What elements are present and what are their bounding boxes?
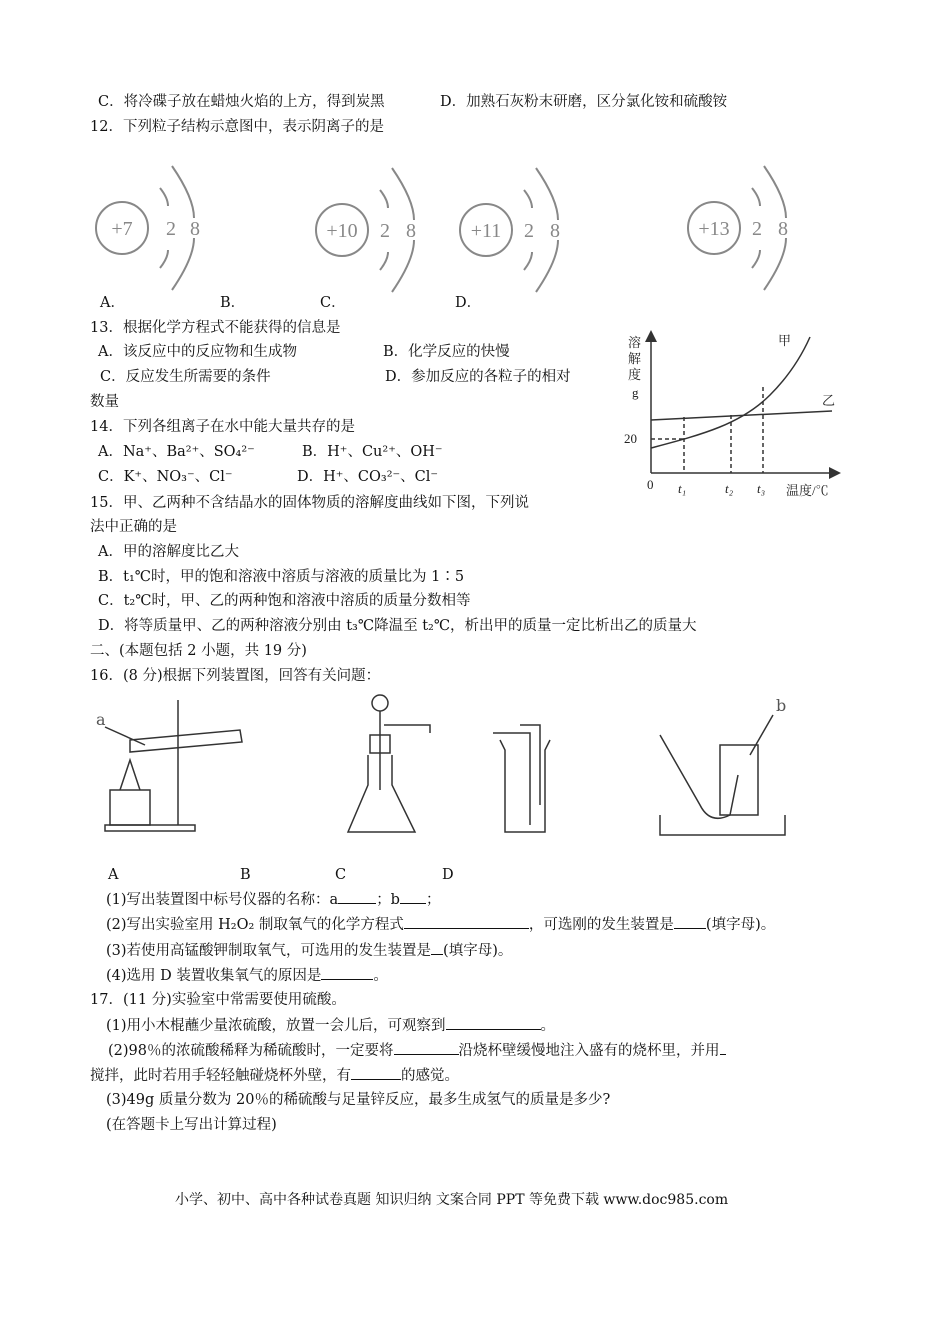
blank-b[interactable] <box>400 889 426 904</box>
q14-option-c: C．K⁺、NO₃⁻、Cl⁻ <box>98 469 233 485</box>
q12-label-b: B． <box>220 295 246 311</box>
blank-feeling[interactable] <box>351 1065 401 1080</box>
q13-option-c: C．反应发生所需要的条件 <box>100 369 271 385</box>
shell-2-d: 8 <box>778 218 788 240</box>
footer: 小学、初中、高中各种试卷真题 知识归纳 文案合同 PPT 等免费下载 www.doc985.com <box>175 1192 729 1208</box>
apparatus-label-c: C <box>335 867 347 883</box>
blank-tool[interactable] <box>720 1040 726 1055</box>
x-tick-t2: t₂ <box>725 481 734 496</box>
q12-stem: 12．下列粒子结构示意图中，表示阴离子的是 <box>90 119 384 135</box>
q17-part-2: (2)98％的浓硫酸稀释为稀硫酸时，一定要将 沿烧杯壁缓慢地注入盛有的烧杯里，并用 <box>108 1040 726 1061</box>
q13-option-a: A．该反应中的反应物和生成物 <box>98 344 297 360</box>
apparatus-a <box>105 700 242 831</box>
nucleus-c: +11 <box>470 220 502 242</box>
q16-part-1: (1)写出装置图中标号仪器的名称：a ；b ； <box>106 889 440 910</box>
atom-diagram-d <box>688 166 788 290</box>
section-2-header: 二、(本题包括 2 小题，共 19 分) <box>90 643 307 659</box>
atom-diagram-c <box>460 168 560 292</box>
nucleus-d: +13 <box>698 218 730 240</box>
q16-part-4: (4)选用 D 装置收集氧气的原因是 。 <box>106 965 388 986</box>
apparatus-diagrams <box>90 695 810 845</box>
shell-1-a: 2 <box>166 218 176 240</box>
x-tick-t1: t₁ <box>678 481 687 496</box>
apparatus-d <box>660 715 785 835</box>
q17-part-4: (在答题卡上写出计算过程) <box>106 1117 277 1133</box>
q15-stem-1: 15．甲、乙两种不含结晶水的固体物质的溶解度曲线如下图，下列说 <box>90 495 529 511</box>
blank-liquid[interactable] <box>394 1040 459 1055</box>
q12-label-a: A． <box>100 295 125 311</box>
y-tick-20: 20 <box>624 431 637 446</box>
apparatus-label-d: D <box>442 867 454 883</box>
series-label-yi: 乙 <box>822 393 836 408</box>
q17-part-2-cont: 搅拌，此时若用手轻轻触碰烧杯外壁，有 的感觉。 <box>90 1065 459 1086</box>
apparatus-b <box>348 695 430 832</box>
q17-part-3: (3)49g 质量分数为 20％的稀硫酸与足量锌反应，最多生成氢气的质量是多少? <box>106 1092 611 1108</box>
q13-stem: 13．根据化学方程式不能获得的信息是 <box>90 320 341 336</box>
x-axis-label: 温度/℃ <box>786 483 829 498</box>
label-a: a <box>96 710 106 729</box>
q11-option-c: C．将冷碟子放在蜡烛火焰的上方，得到炭黑 <box>98 94 385 110</box>
q13-option-d-cont: 数量 <box>90 394 119 410</box>
origin-label: 0 <box>647 477 654 492</box>
y-label-1: 溶 <box>628 335 642 350</box>
curve-yi <box>651 411 832 420</box>
shell-1-d: 2 <box>752 218 762 240</box>
q16-part-3: (3)若使用高锰酸钾制取氧气，可选用的发生装置是 (填字母)。 <box>106 940 512 961</box>
q15-stem-2: 法中正确的是 <box>90 519 177 535</box>
q14-option-b: B．H⁺、Cu²⁺、OH⁻ <box>302 444 443 460</box>
q17-stem: 17．(11 分)实验室中常需要使用硫酸。 <box>90 992 346 1008</box>
y-label-4: g <box>632 385 639 400</box>
y-label-2: 解 <box>628 351 642 366</box>
q15-option-d: D．将等质量甲、乙的两种溶液分别由 t₃℃降温至 t₂℃，析出甲的质量一定比析出乙的质量大 <box>98 618 697 634</box>
q15-option-b: B．t₁℃时，甲的饱和溶液中溶质与溶液的质量比为 1∶5 <box>98 569 465 585</box>
apparatus-label-a: A <box>108 867 119 883</box>
q12-label-c: C． <box>320 295 346 311</box>
nucleus-b: +10 <box>326 220 358 242</box>
q14-stem: 14．下列各组离子在水中能大量共存的是 <box>90 419 355 435</box>
blank-apparatus-kmno4[interactable] <box>431 940 443 955</box>
shell-2-b: 8 <box>406 220 416 242</box>
atom-diagrams <box>0 160 950 300</box>
blank-a[interactable] <box>338 889 376 904</box>
blank-equation[interactable] <box>404 914 529 929</box>
shell-1-c: 2 <box>524 220 534 242</box>
label-b: b <box>776 696 787 715</box>
blank-observation[interactable] <box>446 1015 541 1030</box>
q16-stem: 16．(8 分)根据下列装置图，回答有关问题： <box>90 668 381 684</box>
q16-part-2: (2)写出实验室用 H₂O₂ 制取氧气的化学方程式 ，可选刚的发生装置是 (填字母)。 <box>106 914 775 935</box>
q15-option-a: A．甲的溶解度比乙大 <box>98 544 239 560</box>
atom-diagram-b <box>316 168 416 292</box>
q14-option-d: D．H⁺、CO₃²⁻、Cl⁻ <box>297 469 439 485</box>
atom-diagram-a <box>96 166 200 290</box>
y-label-3: 度 <box>628 367 642 382</box>
q13-option-b: B．化学反应的快慢 <box>383 344 510 360</box>
solubility-chart <box>610 325 850 500</box>
q17-part-1: (1)用小木棍蘸少量浓硫酸，放置一会儿后，可观察到 。 <box>106 1015 555 1036</box>
nucleus-a: +7 <box>111 218 133 240</box>
q13-option-d: D．参加反应的各粒子的相对 <box>385 369 571 385</box>
shell-2-a: 8 <box>190 218 200 240</box>
x-tick-t3: t₃ <box>757 481 766 496</box>
apparatus-c <box>493 725 550 832</box>
shell-1-b: 2 <box>380 220 390 242</box>
apparatus-label-b: B <box>240 867 251 883</box>
blank-reason[interactable] <box>321 965 373 980</box>
q14-option-a: A．Na⁺、Ba²⁺、SO₄²⁻ <box>98 444 255 460</box>
q11-option-d: D．加熟石灰粉末研磨，区分氯化铵和硫酸铵 <box>440 94 728 110</box>
shell-2-c: 8 <box>550 220 560 242</box>
series-label-jia: 甲 <box>778 333 792 348</box>
blank-apparatus[interactable] <box>674 914 706 929</box>
q15-option-c: C．t₂℃时，甲、乙的两种饱和溶液中溶质的质量分数相等 <box>98 593 471 609</box>
q12-label-d: D． <box>455 295 482 311</box>
